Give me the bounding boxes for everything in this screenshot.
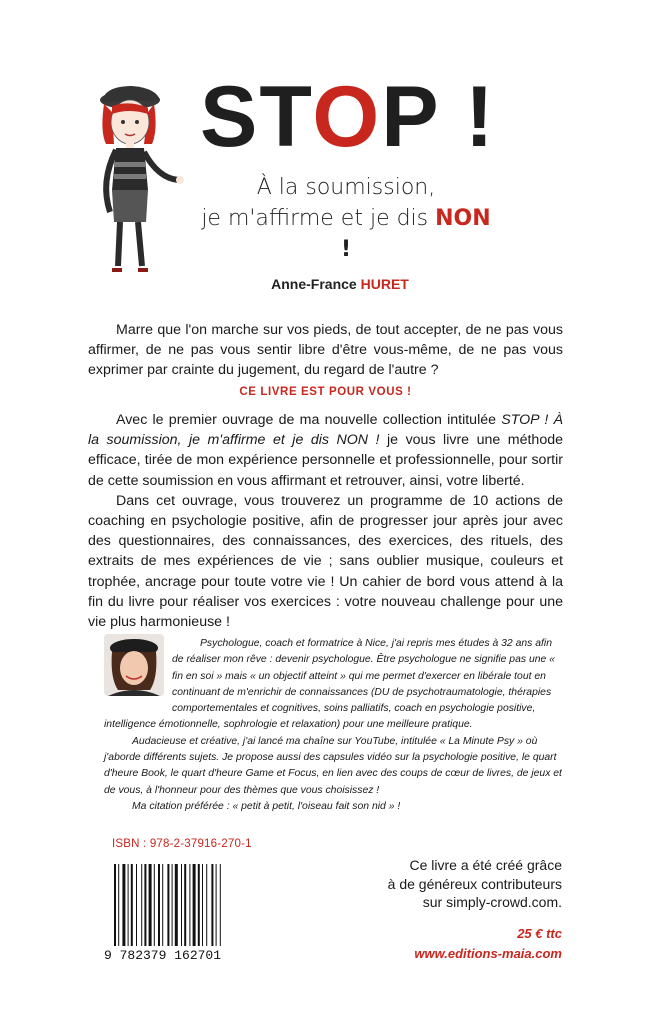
- price-and-website: [400, 924, 562, 964]
- bio-paragraph-1: Psychologue, coach et formatrice à Nice, j'ai repris mes études à 32 ans afin de réaliser mon rêve : devenir psychologue. Être psychologue ne signifie pas une « fin en soi » mais « un objectif atteint » qui me permet d'exercer en libérale tout en continuant de m'enrichir de connaissances (DU de psychotraumatologie, thérapies comportementales et cognitives, soins palliatifs, coach en psychologie positive, intelligence émotionnelle, sophrologie et relaxation) pour une meilleure pratique.: [104, 638, 555, 731]
- price: 25 € ttc: [517, 926, 562, 941]
- barcode-bar: [198, 864, 200, 946]
- publisher-website: www.editions-maia.com: [414, 946, 562, 961]
- barcode-bar: [193, 864, 196, 946]
- barcode-bar: [158, 864, 160, 946]
- barcode-bar: [114, 864, 116, 946]
- barcode-bars: [114, 864, 221, 946]
- subtitle-line-1: À la soumission,: [256, 175, 436, 200]
- barcode-bar: [118, 864, 119, 946]
- barcode-bar: [181, 864, 182, 946]
- barcode-bar: [149, 864, 152, 946]
- barcode-bar: [167, 864, 169, 946]
- barcode-bar: [128, 864, 129, 946]
- blurb-paragraph-1: Marre que l'on marche sur vos pieds, de tout accepter, de ne pas vous affirmer, de ne pas vous sentir libre d'être vous-même, de ne pas vous exprimer par crainte du jugement, du regard de l'autre ?: [88, 322, 563, 379]
- barcode-bar: [184, 864, 186, 946]
- subtitle-non: NON: [435, 206, 491, 231]
- book-subtitle: [196, 172, 496, 265]
- barcode: [104, 862, 254, 962]
- barcode-bar: [206, 864, 207, 946]
- barcode-bar: [144, 864, 146, 946]
- book-title: STOP !: [200, 69, 496, 165]
- barcode-bar: [189, 864, 190, 946]
- barcode-bar: [141, 864, 142, 946]
- blurb-paragraphs: [88, 410, 563, 632]
- barcode-bar: [131, 864, 133, 946]
- barcode-bar: [220, 864, 221, 946]
- barcode-digits: 9 782379 162701: [104, 948, 222, 962]
- isbn-label: ISBN : 978-2-37916-270-1: [112, 838, 252, 850]
- bio-quote: Ma citation préférée : « petit à petit, l'oiseau fait son nid » !: [132, 800, 401, 812]
- author-name: Anne-France HURET: [271, 276, 409, 292]
- subtitle-line-2: je m'affirme et je dis NON !: [201, 206, 491, 262]
- blurb-paragraph-3: Dans cet ouvrage, vous trouverez un programme de 10 actions de coaching en psychologie positive, afin de progresser jour après jour avec des questionnaires, des connaissances, des exercices, des rituels, des extraits de mes expériences de vie ; sans oublier musique, couleurs et trophée, ancrage pour toute votre vie ! Un cahier de bord vous attend à la fin du livre pour réaliser vos exercices : votre nouveau challenge pour une vie plus harmonieuse !: [88, 492, 563, 631]
- title-o-red: O: [312, 69, 382, 165]
- barcode-bar: [216, 864, 217, 946]
- barcode-bar: [175, 864, 178, 946]
- barcode-bar: [154, 864, 155, 946]
- blurb-kicker: CE LIVRE EST POUR VOUS !: [239, 386, 412, 398]
- barcode-bar: [122, 864, 125, 946]
- barcode-bar: [136, 864, 137, 946]
- barcode-bar: [202, 864, 203, 946]
- barcode-bar: [211, 864, 213, 946]
- blurb-paragraph-2: Avec le premier ouvrage de ma nouvelle collection intitulée STOP ! À la soumission, je m'affirme et je dis NON ! je vous livre une méthode efficace, tirée de mon expérience personnelle et professionnelle, pour sortir de cette soumission en vous affirmant et retrouver, ainsi, votre liberté.: [88, 412, 563, 489]
- bio-paragraph-2: Audacieuse et créative, j'ai lancé ma chaîne sur YouTube, intitulée « La Minute Psy » où j'aborde différents sujets. Je propose aussi des capsules vidéo sur la psychologie positive, le quart d'heure Book, le quart d'heure Game et Focus, en lien avec des coups de cœur de livres, de jeux et de vous, à l'honneur pour des thèmes que vous choisissez !: [104, 735, 562, 796]
- barcode-bar: [172, 864, 173, 946]
- author-bio: [104, 636, 564, 815]
- woman-illustration: [92, 82, 192, 277]
- credits-text: Ce livre a été créé grâce à de généreux contributeurs sur simply-crowd.com.: [387, 857, 562, 910]
- barcode-bar: [162, 864, 163, 946]
